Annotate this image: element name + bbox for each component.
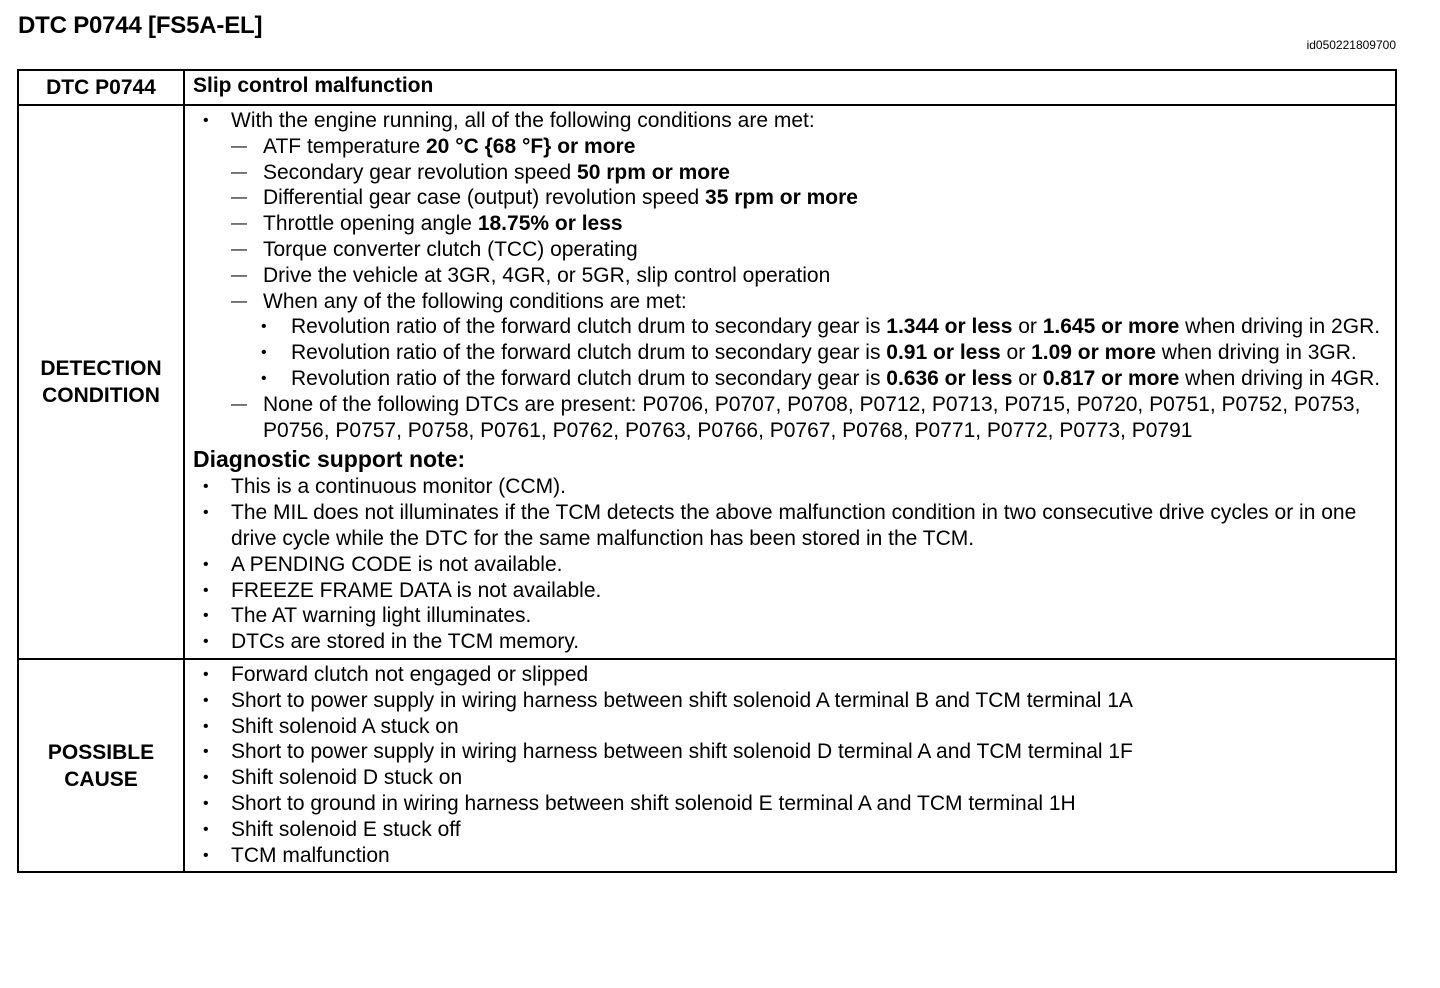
condition-text: ATF temperature xyxy=(263,134,426,158)
condition-text: Torque converter clutch (TCC) operating xyxy=(263,237,638,261)
bullet-marker: • xyxy=(203,846,209,864)
ratio-value: 0.91 or less xyxy=(886,341,1001,365)
detection-list xyxy=(193,108,1387,443)
condition-item xyxy=(231,237,1387,263)
possible-cause-row xyxy=(18,659,1396,872)
list-item xyxy=(193,765,1387,791)
note-text: DTCs are stored in the TCM memory. xyxy=(231,630,580,654)
ratio-text: when driving in 4GR. xyxy=(1179,366,1381,390)
ratio-text: Revolution ratio of the forward clutch drum to secondary gear is xyxy=(291,315,887,339)
condition-text: Secondary gear revolution speed xyxy=(263,160,578,184)
dash-marker: — xyxy=(231,395,247,413)
ratio-text: or xyxy=(1012,366,1043,390)
condition-value: 18.75% or less xyxy=(477,212,623,236)
ratio-value: 1.09 or more xyxy=(1031,341,1156,365)
note-text: FREEZE FRAME DATA is not available. xyxy=(231,578,602,602)
condition-text: Throttle opening angle xyxy=(263,212,478,236)
condition-value: 20 °C {68 °F} or more xyxy=(426,134,636,158)
list-item xyxy=(193,629,1387,655)
page-title: DTC P0744 [FS5A-EL] xyxy=(18,12,263,39)
dash-marker: — xyxy=(231,215,247,233)
ratio-condition-item xyxy=(231,366,1387,392)
condition-text: None of the following DTCs are present: P0706, P0707, P0708, P0712, P0713, P0715, P0720, P0751, P0752, P0753, P0756, P0757, P0758, P0761, P0762, P0763, P0766, P0767, P0768, P0771, P0772, P0773, P0791 xyxy=(263,392,1361,442)
note-text: A PENDING CODE is not available. xyxy=(231,552,563,576)
bullet-marker: • xyxy=(203,555,209,573)
possible-cause-list xyxy=(193,662,1387,868)
ratio-value: 0.817 or more xyxy=(1042,366,1180,390)
list-item xyxy=(193,662,1387,688)
bullet-marker: • xyxy=(203,478,209,496)
list-item xyxy=(193,817,1387,843)
list-item xyxy=(193,603,1387,629)
condition-item xyxy=(231,185,1387,211)
condition-item xyxy=(231,263,1387,289)
bullet-marker: • xyxy=(261,369,267,387)
bullet-marker: • xyxy=(203,504,209,522)
bullet-marker: • xyxy=(203,820,209,838)
possible-cause-content xyxy=(184,659,1396,872)
possible-cause-label xyxy=(18,659,184,872)
ratio-text: when driving in 2GR. xyxy=(1179,315,1381,339)
cause-text: Forward clutch not engaged or slipped xyxy=(231,662,589,686)
ratio-text: Revolution ratio of the forward clutch drum to secondary gear is xyxy=(291,366,887,390)
condition-text: Differential gear case (output) revolution speed xyxy=(263,186,706,210)
cause-text: Short to power supply in wiring harness between shift solenoid A terminal B and TCM terminal 1A xyxy=(231,688,1133,712)
list-item xyxy=(193,474,1387,500)
bullet-marker: • xyxy=(203,769,209,787)
condition-item xyxy=(231,289,1387,315)
bullet-marker: • xyxy=(261,344,267,362)
cause-text: Short to power supply in wiring harness between shift solenoid D terminal A and TCM terminal 1F xyxy=(231,740,1133,764)
dash-marker: — xyxy=(231,137,247,155)
dash-marker: — xyxy=(231,240,247,258)
table-header-row xyxy=(18,70,1396,105)
document-id: id050221809700 xyxy=(1306,38,1396,52)
list-item xyxy=(193,714,1387,740)
cause-text: Short to ground in wiring harness between shift solenoid E terminal A and TCM terminal 1H xyxy=(231,791,1076,815)
bullet-marker: • xyxy=(203,665,209,683)
list-item xyxy=(193,843,1387,869)
cause-text: TCM malfunction xyxy=(231,843,390,867)
cause-text: Shift solenoid A stuck on xyxy=(231,714,459,738)
detection-condition-content xyxy=(184,105,1396,659)
cause-label-line1: POSSIBLE xyxy=(47,740,155,764)
bullet-marker: • xyxy=(203,794,209,812)
detection-condition-label xyxy=(18,105,184,659)
bullet-marker: • xyxy=(203,633,209,651)
bullet-marker: • xyxy=(203,581,209,599)
dtc-table xyxy=(17,69,1397,873)
diagnostic-note-heading: Diagnostic support note: xyxy=(193,446,466,473)
ratio-value: 0.636 or less xyxy=(886,366,1013,390)
condition-item xyxy=(231,211,1387,237)
list-item xyxy=(193,500,1387,552)
ratio-text: Revolution ratio of the forward clutch drum to secondary gear is xyxy=(291,341,887,365)
dash-marker: — xyxy=(231,163,247,181)
bullet-marker: • xyxy=(261,318,267,336)
bullet-marker: • xyxy=(203,743,209,761)
condition-text: Drive the vehicle at 3GR, 4GR, or 5GR, slip control operation xyxy=(263,263,831,287)
note-text: The AT warning light illuminates. xyxy=(231,604,532,628)
note-text: The MIL does not illuminates if the TCM detects the above malfunction condition in two consecutive drive cycles or in one drive cycle while the DTC for the same malfunction has been stored in the TCM. xyxy=(231,501,1357,550)
ratio-condition-item xyxy=(231,314,1387,340)
ratio-value: 1.645 or more xyxy=(1042,315,1180,339)
bullet-marker: • xyxy=(203,717,209,735)
list-item xyxy=(193,688,1387,714)
condition-value: 50 rpm or more xyxy=(577,160,730,184)
list-item xyxy=(193,791,1387,817)
dtc-code-cell: DTC P0744 xyxy=(18,70,184,105)
ratio-text: when driving in 3GR. xyxy=(1155,341,1357,365)
ratio-text: or xyxy=(1000,341,1032,365)
detection-label-line1: DETECTION xyxy=(40,356,162,380)
bullet-marker: • xyxy=(203,607,209,625)
condition-item xyxy=(231,392,1387,444)
condition-item xyxy=(231,160,1387,186)
list-item xyxy=(193,578,1387,604)
list-item xyxy=(193,108,1387,443)
condition-text: When any of the following conditions are met: xyxy=(263,289,687,313)
dtc-description-cell: Slip control malfunction xyxy=(184,70,1396,105)
condition-item xyxy=(231,134,1387,160)
ratio-condition-item xyxy=(231,340,1387,366)
dash-marker: — xyxy=(231,292,247,310)
list-item xyxy=(193,739,1387,765)
dash-marker: — xyxy=(231,266,247,284)
bullet-marker: • xyxy=(203,112,209,129)
list-item xyxy=(193,552,1387,578)
diagnostic-note-list xyxy=(193,474,1387,655)
condition-value: 35 rpm or more xyxy=(705,186,858,210)
ratio-text: or xyxy=(1012,315,1043,339)
bullet-marker: • xyxy=(203,691,209,709)
cause-text: Shift solenoid E stuck off xyxy=(231,817,461,841)
cause-text: Shift solenoid D stuck on xyxy=(231,766,463,790)
detection-intro: With the engine running, all of the following conditions are met: xyxy=(231,109,815,132)
ratio-value: 1.344 or less xyxy=(886,315,1013,339)
cause-label-line2: CAUSE xyxy=(64,767,138,791)
detection-label-line2: CONDITION xyxy=(42,383,160,407)
note-text: This is a continuous monitor (CCM). xyxy=(231,475,566,499)
dash-marker: — xyxy=(231,189,247,207)
detection-condition-row xyxy=(18,105,1396,659)
